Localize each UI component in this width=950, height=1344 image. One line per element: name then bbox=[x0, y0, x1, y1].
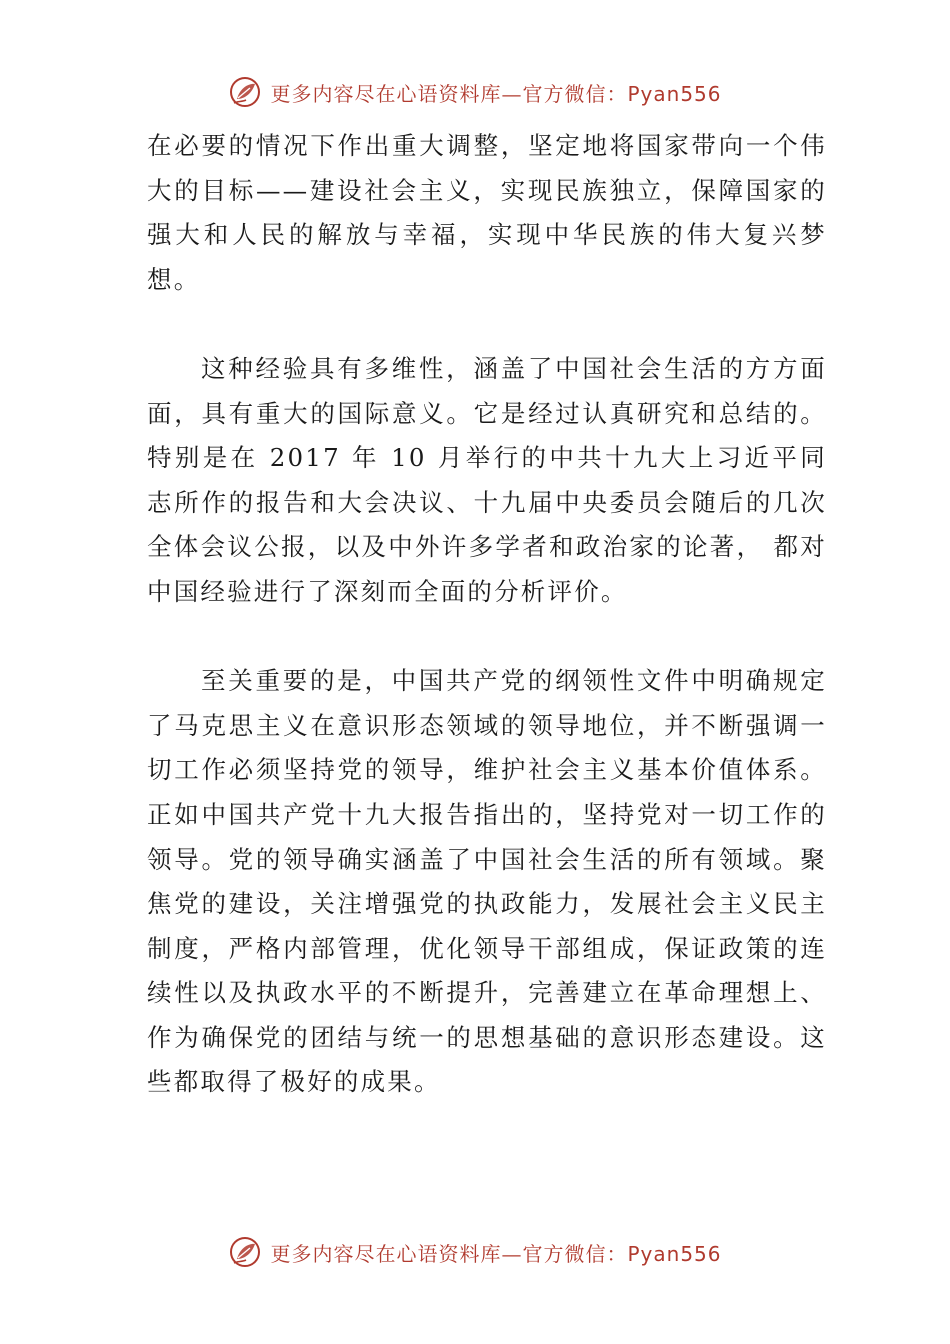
paragraph-3: 至关重要的是，中国共产党的纲领性文件中明确规定了马克思主义在意识形态领域的领导地位，并不断强调一切工作必须坚持党的领导，维护社会主义基本价值体系。正如中国共产党十九大报告指出的，坚持党对一切工作的领导。党的领导确实涵盖了中国社会生活的所有领域。聚焦党的建设，关注增强党的执政能力，发展社会主义民主制度，严格内部管理，优化领导干部组成，保证政策的连续性以及执政水平的不断提升，完善建立在革命理想上、作为确保党的团结与统一的思想基础的意识形态建设。这些都取得了极好的成果。 bbox=[147, 666, 827, 1097]
paragraph-1: 在必要的情况下作出重大调整，坚定地将国家带向一个伟大的目标——建设社会主义，实现民族独立，保障国家的强大和人民的解放与幸福，实现中华民族的伟大复兴梦想。 bbox=[147, 131, 827, 294]
header-wechat-id: Pyan556 bbox=[627, 81, 722, 106]
document-body bbox=[147, 124, 827, 1105]
leaf-seal-icon bbox=[228, 1235, 262, 1269]
footer-wechat-id: Pyan556 bbox=[627, 1241, 722, 1266]
header-banner bbox=[0, 70, 950, 114]
footer-banner-text: 更多内容尽在心语资料库—官方微信：Pyan556 bbox=[270, 1241, 722, 1266]
footer-banner bbox=[0, 1230, 950, 1274]
header-banner-text: 更多内容尽在心语资料库—官方微信：Pyan556 bbox=[270, 81, 722, 106]
leaf-seal-icon bbox=[228, 75, 262, 109]
paragraph-2: 这种经验具有多维性，涵盖了中国社会生活的方方面面，具有重大的国际意义。它是经过认真研究和总结的。特别是在 2017 年 10 月举行的中共十九大上习近平同志所作的报告和大会决议、十九届中央委员会随后的几次全体会议公报，以及中外许多学者和政治家的论著， 都对中国经验进行了深刻而全面的分析评价。 bbox=[147, 353, 827, 606]
